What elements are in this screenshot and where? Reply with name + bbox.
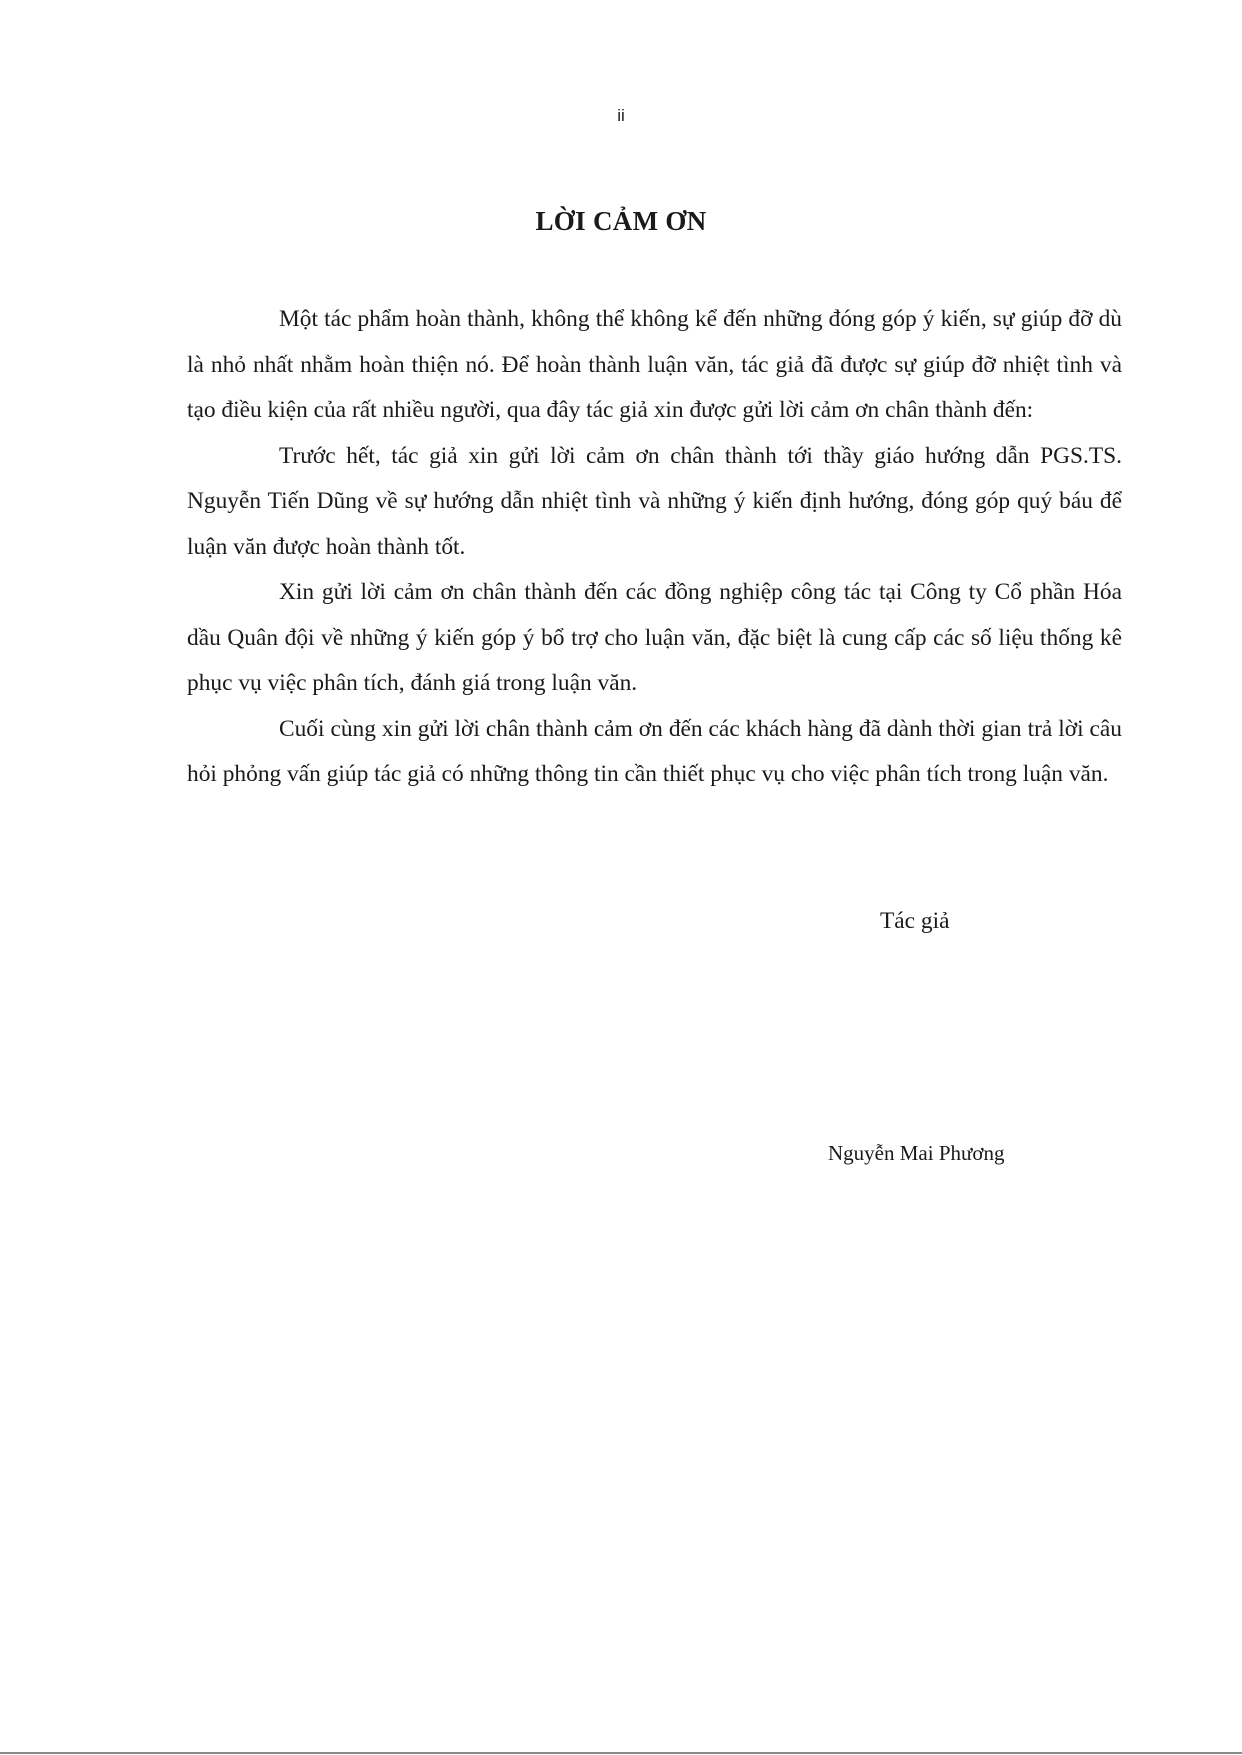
signature-role: Tác giả <box>880 908 950 934</box>
page-title: LỜI CẢM ƠN <box>535 206 707 236</box>
body-text <box>187 297 1122 798</box>
signature-name: Nguyễn Mai Phương <box>828 1141 1005 1165</box>
paragraph-1: Một tác phẩm hoàn thành, không thể không kể đến những đóng góp ý kiến, sự giúp đỡ dù là nhỏ nhất nhằm hoàn thiện nó. Để hoàn thành luận văn, tác giả đã được sự giúp đỡ nhiệt tình và tạo điều kiện của rất nhiều người, qua đây tác giả xin được gửi lời cảm ơn chân thành đến: <box>187 306 1122 423</box>
paragraph-4: Cuối cùng xin gửi lời chân thành cảm ơn đến các khách hàng đã dành thời gian trả lời câu hỏi phỏng vấn giúp tác giả có những thông tin cần thiết phục vụ cho việc phân tích trong luận văn. <box>187 715 1122 787</box>
page-number: ii <box>617 106 625 125</box>
bottom-rule <box>0 1752 1242 1754</box>
paragraph-3: Xin gửi lời cảm ơn chân thành đến các đồng nghiệp công tác tại Công ty Cổ phần Hóa dầu Quân đội về những ý kiến góp ý bổ trợ cho luận văn, đặc biệt là cung cấp các số liệu thống kê phục vụ việc phân tích, đánh giá trong luận văn. <box>187 579 1122 696</box>
paragraph-2: Trước hết, tác giả xin gửi lời cảm ơn chân thành tới thầy giáo hướng dẫn PGS.TS. Nguyễn Tiến Dũng về sự hướng dẫn nhiệt tình và những ý kiến định hướng, đóng góp quý báu để luận văn được hoàn thành tốt. <box>187 442 1122 560</box>
